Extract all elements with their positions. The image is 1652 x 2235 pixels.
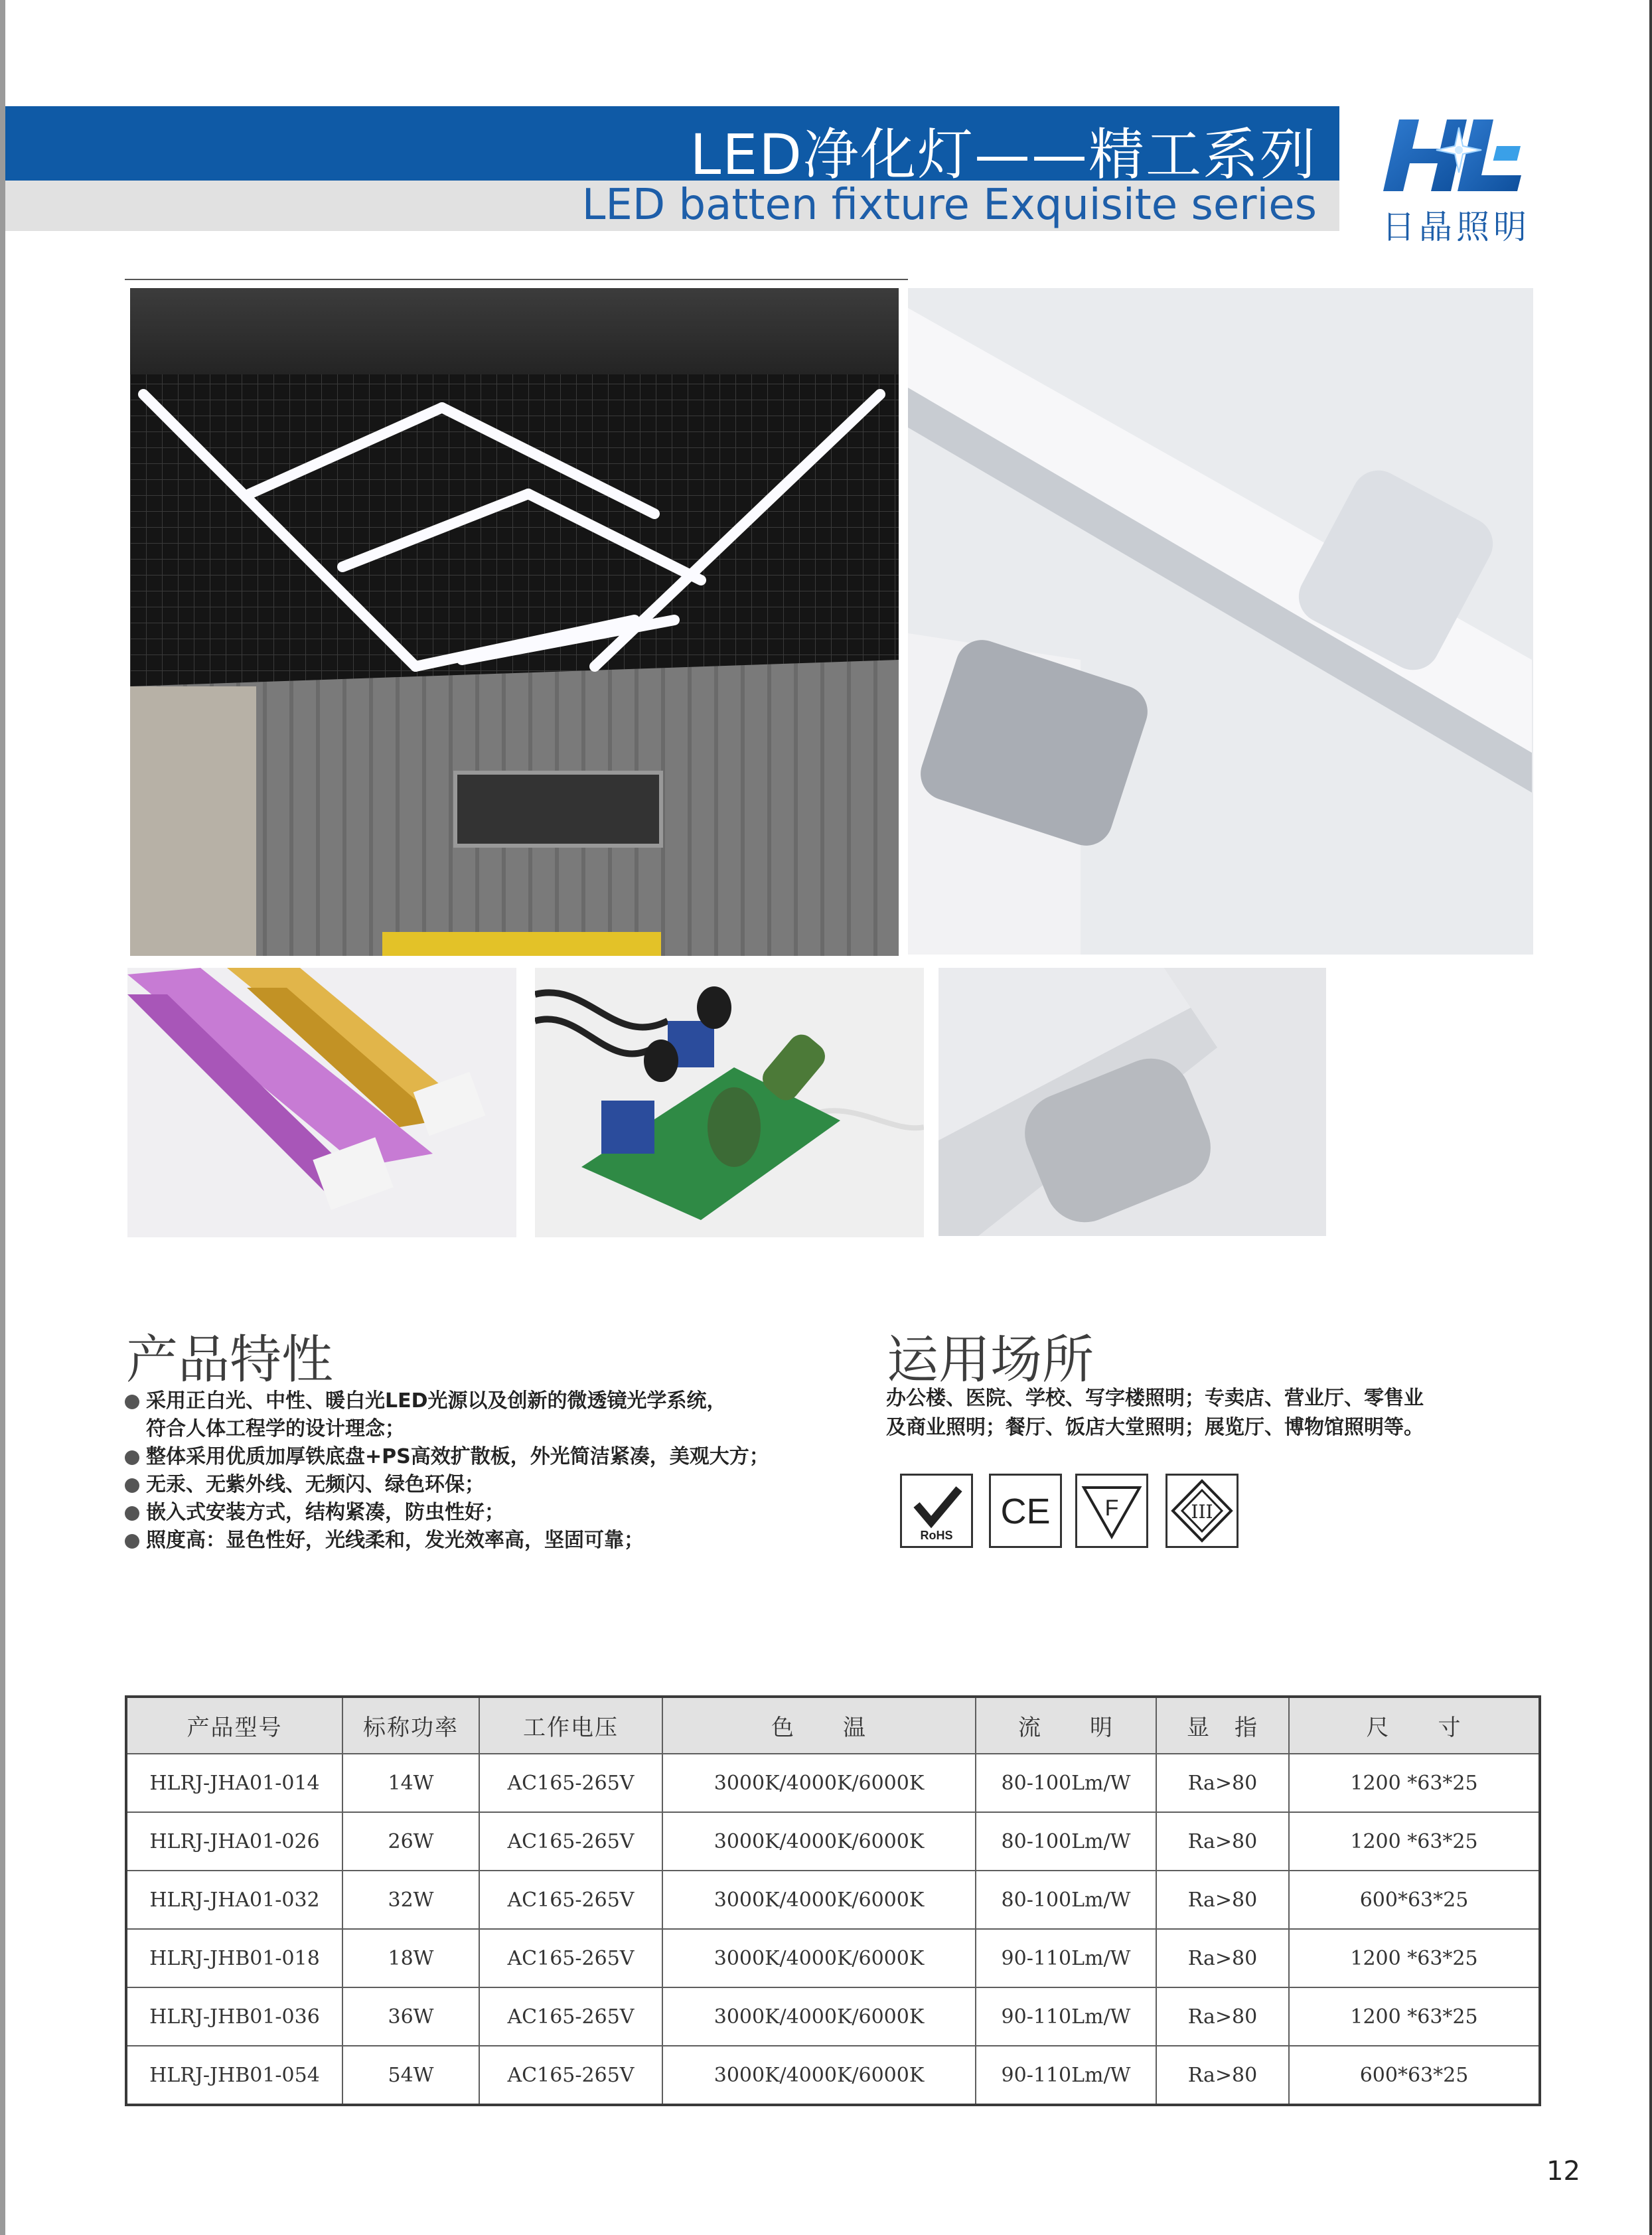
cell-lumen: 80-100Lm/W — [976, 1754, 1156, 1812]
header-cri: 显 指 — [1156, 1697, 1289, 1754]
bullet-icon — [125, 1450, 139, 1465]
feature-item — [125, 1499, 908, 1527]
ce-mark-icon — [989, 1474, 1062, 1548]
cell-cri: Ra>80 — [1156, 1987, 1289, 2046]
cell-cri: Ra>80 — [1156, 1871, 1289, 1929]
cell-lumen: 90-110Lm/W — [976, 1929, 1156, 1987]
cell-voltage: AC165-265V — [479, 1929, 662, 1987]
rohs-label: RoHS — [920, 1529, 953, 1542]
cell-size: 1200 *63*25 — [1289, 1754, 1540, 1812]
cell-voltage: AC165-265V — [479, 1754, 662, 1812]
applications-line: 及商业照明；餐厅、饭店大堂照明；展览厅、博物馆照明等。 — [886, 1416, 1424, 1439]
cell-cri: Ra>80 — [1156, 2046, 1289, 2105]
specification-table — [125, 1695, 1541, 2106]
table-row — [126, 1754, 1540, 1812]
cell-cct: 3000K/4000K/6000K — [662, 1812, 976, 1871]
header-model: 产品型号 — [126, 1697, 342, 1754]
rohs-check-icon — [900, 1474, 973, 1548]
bullet-icon — [125, 1506, 139, 1521]
cell-model: HLRJ-JHB01-036 — [126, 1987, 342, 2046]
cell-lumen: 90-110Lm/W — [976, 2046, 1156, 2105]
table-row — [126, 1929, 1540, 1987]
installation-photo — [130, 288, 899, 956]
cell-model: HLRJ-JHB01-054 — [126, 2046, 342, 2105]
header-power: 标称功率 — [342, 1697, 479, 1754]
page-left-border — [0, 0, 5, 2235]
cell-power: 36W — [342, 1987, 479, 2046]
feature-item — [125, 1387, 908, 1415]
feature-item — [125, 1443, 908, 1471]
driver-pcb-photo — [535, 968, 924, 1237]
cell-power: 14W — [342, 1754, 479, 1812]
cell-power: 26W — [342, 1812, 479, 1871]
cell-cct: 3000K/4000K/6000K — [662, 1929, 976, 1987]
applications-text — [886, 1384, 1523, 1442]
feature-item — [125, 1471, 908, 1499]
photo-top-rule — [125, 279, 908, 280]
brand-logo-text: 日晶照明 — [1382, 208, 1531, 246]
cell-size: 1200 *63*25 — [1289, 1987, 1540, 2046]
cell-voltage: AC165-265V — [479, 2046, 662, 2105]
feature-text: 无汞、无紫外线、无频闪、绿色环保； — [146, 1473, 485, 1496]
cell-model: HLRJ-JHA01-014 — [126, 1754, 342, 1812]
header-lumen: 流 明 — [976, 1697, 1156, 1754]
cell-model: HLRJ-JHA01-032 — [126, 1871, 342, 1929]
feature-item — [125, 1527, 908, 1555]
f-triangle-icon — [1075, 1474, 1148, 1548]
cell-lumen: 80-100Lm/W — [976, 1812, 1156, 1871]
table-row — [126, 1812, 1540, 1871]
table-row — [126, 1987, 1540, 2046]
feature-text: 照度高：显色性好，光线柔和，发光效率高，坚固可靠； — [146, 1529, 644, 1552]
bullet-icon — [125, 1534, 139, 1549]
cell-size: 600*63*25 — [1289, 2046, 1540, 2105]
cell-cri: Ra>80 — [1156, 1754, 1289, 1812]
cell-power: 54W — [342, 2046, 479, 2105]
cell-cct: 3000K/4000K/6000K — [662, 1987, 976, 2046]
cell-voltage: AC165-265V — [479, 1987, 662, 2046]
feature-text: 符合人体工程学的设计理念； — [146, 1417, 405, 1440]
cell-model: HLRJ-JHA01-026 — [126, 1812, 342, 1871]
feature-item — [125, 1415, 908, 1443]
feature-text: 采用正白光、中性、暖白光LED光源以及创新的微透镜光学系统， — [146, 1389, 727, 1413]
header-voltage: 工作电压 — [479, 1697, 662, 1754]
aluminium-profile-photo — [127, 968, 516, 1237]
cell-power: 32W — [342, 1871, 479, 1929]
cell-lumen: 80-100Lm/W — [976, 1871, 1156, 1929]
header-size: 尺 寸 — [1289, 1697, 1540, 1754]
applications-heading: 运用场所 — [887, 1330, 1094, 1390]
bullet-icon — [125, 1395, 139, 1409]
cell-cri: Ra>80 — [1156, 1812, 1289, 1871]
f-label: F — [1104, 1496, 1119, 1521]
fixture-closeup-photo — [908, 288, 1533, 955]
features-heading: 产品特性 — [126, 1330, 334, 1390]
table-header-row — [126, 1697, 1540, 1754]
table-row — [126, 2046, 1540, 2105]
feature-text: 整体采用优质加厚铁底盘+PS高效扩散板，外光简洁紧凑，美观大方； — [146, 1445, 769, 1468]
cell-size: 1200 *63*25 — [1289, 1812, 1540, 1871]
class-iii-diamond-icon — [1165, 1474, 1239, 1548]
cell-cct: 3000K/4000K/6000K — [662, 2046, 976, 2105]
cell-cct: 3000K/4000K/6000K — [662, 1871, 976, 1929]
end-cap-photo — [939, 968, 1326, 1236]
cell-cct: 3000K/4000K/6000K — [662, 1754, 976, 1812]
class-iii-label: III — [1191, 1501, 1213, 1523]
title-chinese: LED净化灯——精工系列 — [690, 122, 1317, 187]
cell-cri: Ra>80 — [1156, 1929, 1289, 1987]
ce-label: CE — [1000, 1492, 1051, 1531]
cell-model: HLRJ-JHB01-018 — [126, 1929, 342, 1987]
feature-text: 嵌入式安装方式，结构紧凑，防虫性好； — [146, 1501, 504, 1524]
cell-power: 18W — [342, 1929, 479, 1987]
features-list — [125, 1387, 908, 1555]
cell-voltage: AC165-265V — [479, 1812, 662, 1871]
page-right-border — [1649, 0, 1652, 2235]
title-english: LED batten fixture Exquisite series — [581, 181, 1317, 230]
header-cct: 色 温 — [662, 1697, 976, 1754]
page-number: 12 — [1546, 2156, 1580, 2187]
cell-voltage: AC165-265V — [479, 1871, 662, 1929]
cell-size: 600*63*25 — [1289, 1871, 1540, 1929]
cell-size: 1200 *63*25 — [1289, 1929, 1540, 1987]
applications-line: 办公楼、医院、学校、写字楼照明；专卖店、营业厅、零售业 — [886, 1387, 1424, 1410]
cell-lumen: 90-110Lm/W — [976, 1987, 1156, 2046]
bullet-icon — [125, 1478, 139, 1493]
table-row — [126, 1871, 1540, 1929]
